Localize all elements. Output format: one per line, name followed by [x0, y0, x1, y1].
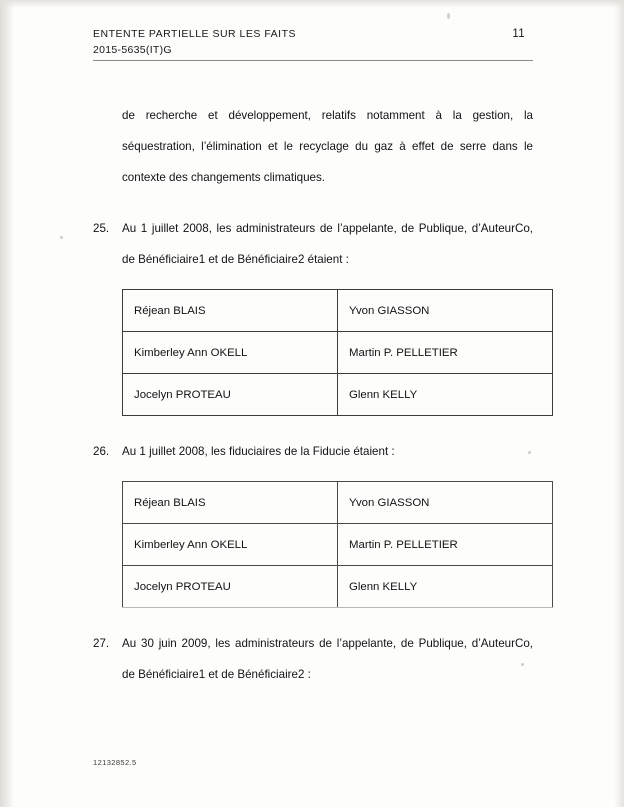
document-title: ENTENTE PARTIELLE SUR LES FAITS — [93, 28, 296, 40]
item-text: Au 1 juillet 2008, les administrateurs de l’appelante, de Publique, d’AuteurCo, de Bénéficiaire1 et de Bénéficiaire2 étaient : — [122, 222, 533, 266]
numbered-item-27 — [93, 628, 533, 690]
table-row — [123, 524, 553, 566]
table-cell: Réjean BLAIS — [123, 482, 338, 524]
table-row — [123, 332, 553, 374]
item-number: 26. — [93, 445, 110, 458]
table-cell: Glenn KELLY — [338, 566, 553, 608]
table-administrators-2008 — [122, 289, 553, 416]
table-cell: Yvon GIASSON — [338, 290, 553, 332]
header-divider — [93, 60, 533, 61]
table-cell: Jocelyn PROTEAU — [123, 374, 338, 416]
table-cell: Martin P. PELLETIER — [338, 524, 553, 566]
table-row — [123, 566, 553, 608]
numbered-item-25 — [93, 213, 533, 275]
document-body — [93, 100, 533, 690]
item-text: Au 30 juin 2009, les administrateurs de l’appelante, de Publique, d’AuteurCo, de Bénéficiaire1 et de Bénéficiaire2 : — [122, 637, 533, 681]
item-text: Au 1 juillet 2008, les fiduciaires de la Fiducie étaient : — [122, 445, 395, 458]
table-cell: Kimberley Ann OKELL — [123, 524, 338, 566]
table-row — [123, 374, 553, 416]
footer-document-id: 12132852.5 — [93, 758, 137, 767]
page-header — [93, 28, 533, 61]
item-number: 25. — [93, 222, 110, 235]
intro-paragraph: de recherche et développement, relatifs notamment à la gestion, la séquestration, l’élimination et le recyclage du gaz à effet de serre dans le contexte des changements climatiques. — [122, 109, 533, 184]
table-row — [123, 482, 553, 524]
page-number: 11 — [512, 28, 525, 40]
table-cell: Réjean BLAIS — [123, 290, 338, 332]
case-number: 2015-5635(IT)G — [93, 44, 172, 56]
table-cell: Kimberley Ann OKELL — [123, 332, 338, 374]
item-number: 27. — [93, 637, 110, 650]
header-top-row — [93, 28, 533, 40]
table-trustees-2008 — [122, 481, 553, 608]
table-cell: Glenn KELLY — [338, 374, 553, 416]
table-cell: Jocelyn PROTEAU — [123, 566, 338, 608]
table-cell: Martin P. PELLETIER — [338, 332, 553, 374]
table-cell: Yvon GIASSON — [338, 482, 553, 524]
numbered-item-26 — [93, 436, 533, 467]
table-row — [123, 290, 553, 332]
